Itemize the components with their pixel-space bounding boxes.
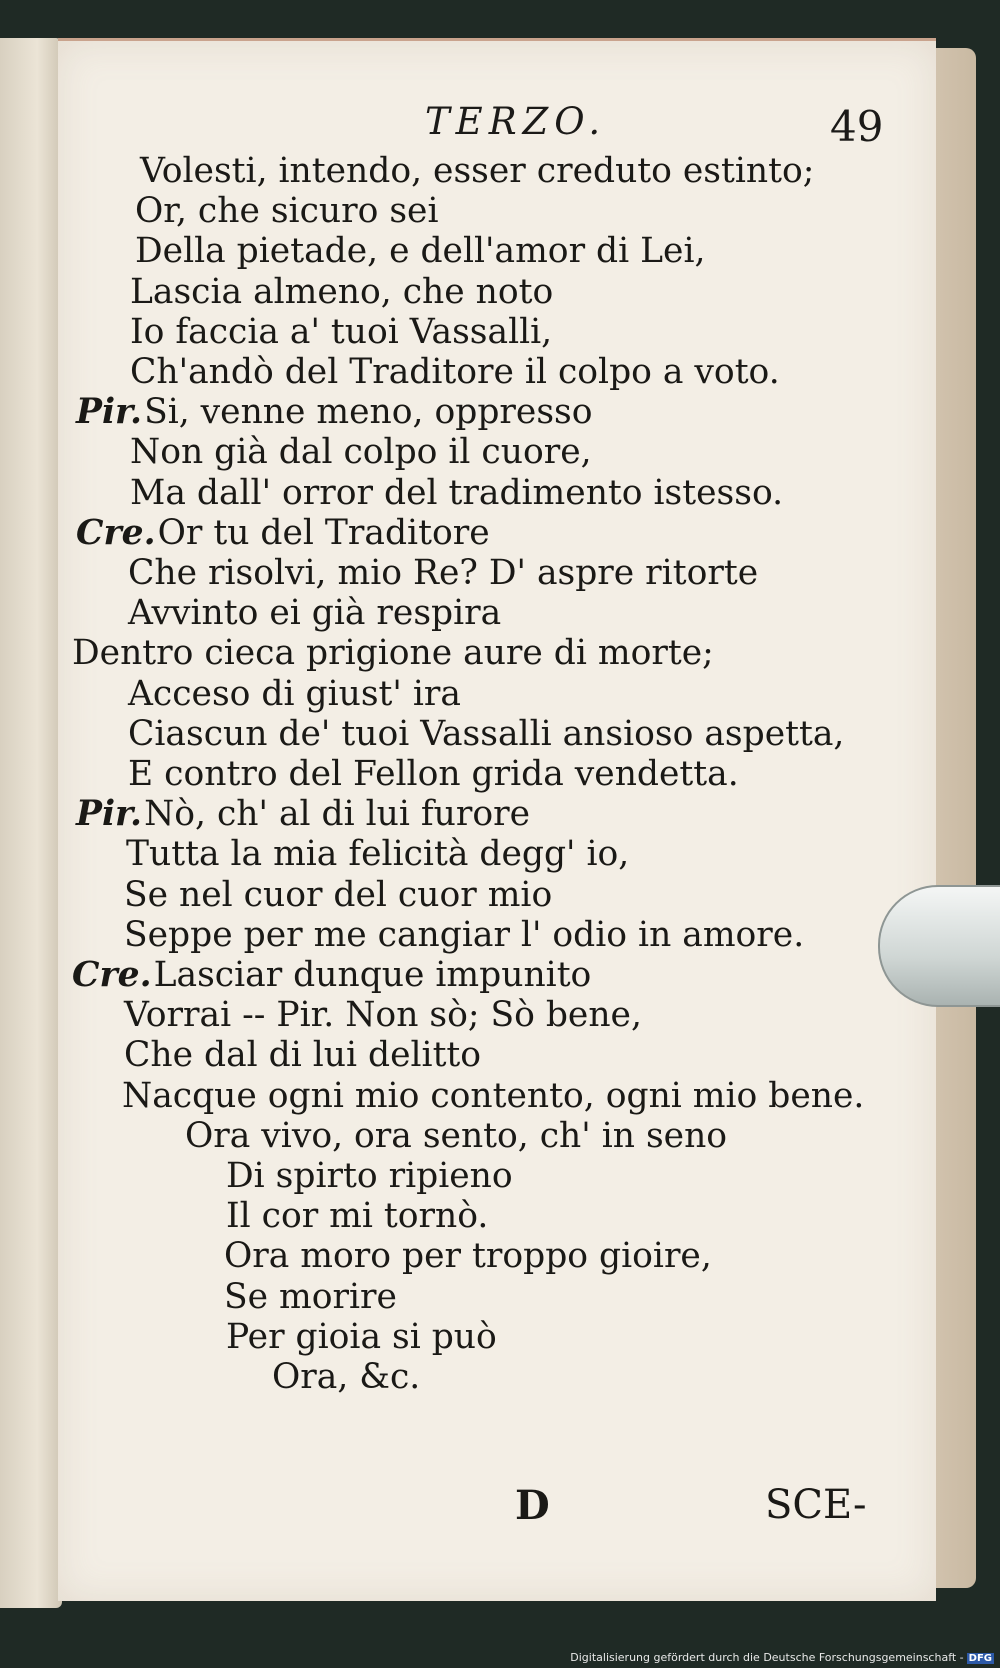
verse-line xyxy=(226,1316,497,1359)
verse-text: Ora, &c. xyxy=(272,1357,421,1397)
verse-line xyxy=(226,1195,488,1238)
verse-text: Ch'andò del Traditore il colpo a voto. xyxy=(130,352,780,392)
verse-text: Nò, ch' al di lui furore xyxy=(144,794,531,835)
verse-text: Il cor mi tornò. xyxy=(226,1196,489,1237)
verse-text: Seppe per me cangiar l' odio in amore. xyxy=(124,914,805,955)
verse-line xyxy=(130,271,553,314)
verse-text: Ora vivo, ora sento, ch' in seno xyxy=(185,1115,728,1156)
verse-text: E contro del Fellon grida vendetta. xyxy=(128,754,739,794)
verse-text: Io faccia a' tuoi Vassalli, xyxy=(130,311,553,352)
page-number: 49 xyxy=(830,102,884,151)
speaker-label: Cre. xyxy=(72,955,152,995)
verse-line xyxy=(124,914,804,957)
speaker-label: Cre. xyxy=(76,512,156,553)
verse-text: Avvinto ei già respira xyxy=(128,593,502,634)
verse-line xyxy=(135,230,705,273)
verse-line xyxy=(224,1235,712,1278)
speaker-label: Pir. xyxy=(76,794,143,835)
verse-text: Lasciar dunque impunito xyxy=(153,955,592,995)
verse-text: Or, che sicuro sei xyxy=(135,191,439,232)
verse-text: Se morire xyxy=(224,1276,397,1317)
verse-text: Volesti, intendo, esser creduto estinto; xyxy=(140,151,815,191)
verse-line xyxy=(130,472,783,515)
verse-text: Tutta la mia felicità degg' io, xyxy=(126,834,630,875)
verse-text: Acceso di giust' ira xyxy=(128,673,461,714)
verse-line xyxy=(128,552,758,595)
verse-line xyxy=(126,833,629,876)
verse-text: Si, venne meno, oppresso xyxy=(144,392,593,433)
verse-line xyxy=(124,1034,481,1077)
verse-text: Nacque ogni mio contento, ogni mio bene. xyxy=(122,1075,865,1116)
digitization-credit xyxy=(570,1651,994,1664)
dfg-logo: DFG xyxy=(968,1653,992,1664)
verse-line xyxy=(128,673,461,716)
verse-line xyxy=(140,150,814,193)
verse-line xyxy=(72,632,714,675)
verse-line xyxy=(128,592,501,635)
verse-line xyxy=(130,351,780,394)
verse-text: Dentro cieca prigione aure di morte; xyxy=(72,633,714,674)
speaker-label: Pir. xyxy=(76,392,143,433)
verse-line xyxy=(130,431,592,474)
verse-line xyxy=(128,753,739,796)
verse-line xyxy=(135,190,439,233)
catchword: SCE- xyxy=(765,1482,867,1528)
page-clip xyxy=(878,885,1000,1007)
verse-line xyxy=(124,874,552,917)
verse-line xyxy=(226,1155,513,1198)
verse-line xyxy=(76,512,490,555)
running-head: TERZO. xyxy=(425,100,607,143)
verse-text: Lascia almeno, che noto xyxy=(130,271,554,312)
verse-line xyxy=(76,793,530,836)
verse-text: Che risolvi, mio Re? D' aspre ritorte xyxy=(128,553,759,593)
credit-text: Digitalisierung gefördert durch die Deutsche Forschungsgemeinschaft - xyxy=(570,1651,964,1664)
verse-line xyxy=(72,954,591,997)
verse-line xyxy=(272,1356,420,1399)
verse-line xyxy=(224,1276,397,1319)
verse-text: Di spirto ripieno xyxy=(226,1156,513,1196)
verse-text: Se nel cuor del cuor mio xyxy=(124,874,553,915)
verse-text: Per gioia si può xyxy=(226,1316,497,1357)
verse-text: Or tu del Traditore xyxy=(157,512,490,553)
verse-text: Vorrai -- Pir. Non sò; Sò bene, xyxy=(124,995,642,1036)
signature-mark: D xyxy=(515,1482,550,1529)
verse-text: Ciascun de' tuoi Vassalli ansioso aspetta, xyxy=(128,713,845,754)
verse-text: Della pietade, e dell'amor di Lei, xyxy=(135,231,706,272)
verse-line xyxy=(76,391,593,434)
verse-text: Ora moro per troppo gioire, xyxy=(224,1236,712,1277)
verse-line xyxy=(124,994,642,1037)
verse-line xyxy=(128,713,844,756)
verse-line xyxy=(122,1075,864,1118)
verse-text: Che dal di lui delitto xyxy=(124,1035,482,1076)
left-page-edge xyxy=(0,38,62,1608)
verse-text: Ma dall' orror del tradimento istesso. xyxy=(130,472,784,513)
verse-line xyxy=(185,1115,727,1158)
verse-text: Non già dal colpo il cuore, xyxy=(130,432,592,473)
verse-line xyxy=(130,311,552,354)
